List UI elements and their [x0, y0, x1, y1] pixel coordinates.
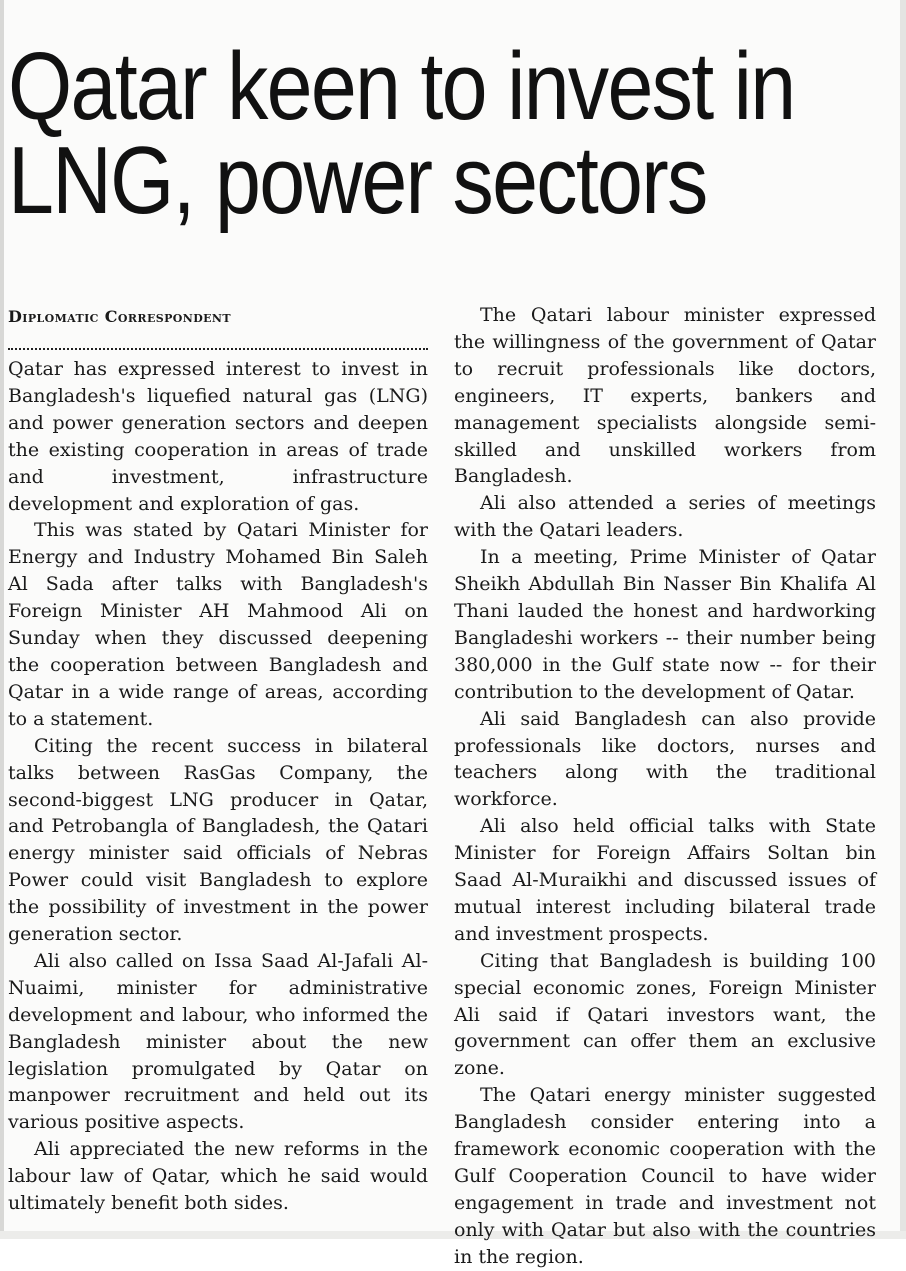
paragraph: The Qatari labour minister expressed the willingness of the government of Qatar to recruit professionals like doctors, engineers, IT experts, bankers and management specialists alongside semi-skilled and unskilled workers from Bangladesh.	[454, 304, 876, 488]
paragraph: This was stated by Qatari Minister for Energy and Industry Mohamed Bin Saleh Al Sada after talks with Bangladesh's Foreign Minister AH Mahmood Ali on Sunday when they discussed deepening the cooperation between Bangladesh and Qatar in a wide range of areas, according to a statement.	[8, 519, 428, 730]
scan-edge-left	[0, 0, 4, 1239]
paragraph: Ali appreciated the new reforms in the labour law of Qatar, which he said would ultimately benefit both sides.	[8, 1138, 428, 1215]
left-column	[8, 302, 428, 1217]
headline-line-2: LNG, power sectors	[8, 127, 707, 234]
paragraph: Ali also held official talks with State Minister for Foreign Affairs Soltan bin Saad Al-Muraikhi and discussed issues of mutual interest including bilateral trade and investment prospects.	[454, 815, 876, 945]
paragraph: Ali said Bangladesh can also provide professionals like doctors, nurses and teachers along with the traditional workforce.	[454, 707, 876, 811]
scan-edge-right	[900, 0, 906, 1239]
right-column	[454, 302, 876, 1271]
paragraph: In a meeting, Prime Minister of Qatar Sheikh Abdullah Bin Nasser Bin Khalifa Al Thani lauded the honest and hardworking Bangladeshi workers -- their number being 380,000 in the Gulf state now -- for their contribution to the development of Qatar.	[454, 546, 876, 703]
byline: Diplomatic Correspondent	[8, 307, 231, 326]
paragraph: Citing the recent success in bilateral talks between RasGas Company, the second-biggest LNG producer in Qatar, and Petrobangla of Bangladesh, the Qatari energy minister said officials of Nebras Power could visit Bangladesh to explore the possibility of investment in the power generation sector.	[8, 734, 428, 946]
paragraph: Qatar has expressed interest to invest in Bangladesh's liquefied natural gas (LNG) and power generation sectors and deepen the existing cooperation in areas of trade and investment, infrastructure development and exploration of gas.	[8, 358, 428, 515]
paragraph: The Qatari energy minister suggested Bangladesh consider entering into a framework economic cooperation with the Gulf Cooperation Council to have wider engagement in trade and investment not only with Qatar but also with the countries in the region.	[454, 1084, 876, 1268]
dotted-divider	[8, 342, 428, 350]
headline-line-1: Qatar keen to invest in	[8, 33, 795, 140]
paragraph: Citing that Bangladesh is building 100 special economic zones, Foreign Minister Ali said if Qatari investors want, the government can offer them an exclusive zone.	[454, 949, 876, 1080]
paragraph: Ali also called on Issa Saad Al-Jafali Al-Nuaimi, minister for administrative development and labour, who informed the Bangladesh minister about the new legislation promulgated by Qatar on manpower recruitment and held out its various positive aspects.	[8, 949, 428, 1134]
paragraph: Ali also attended a series of meetings with the Qatari leaders.	[454, 492, 876, 542]
headline	[8, 33, 795, 234]
